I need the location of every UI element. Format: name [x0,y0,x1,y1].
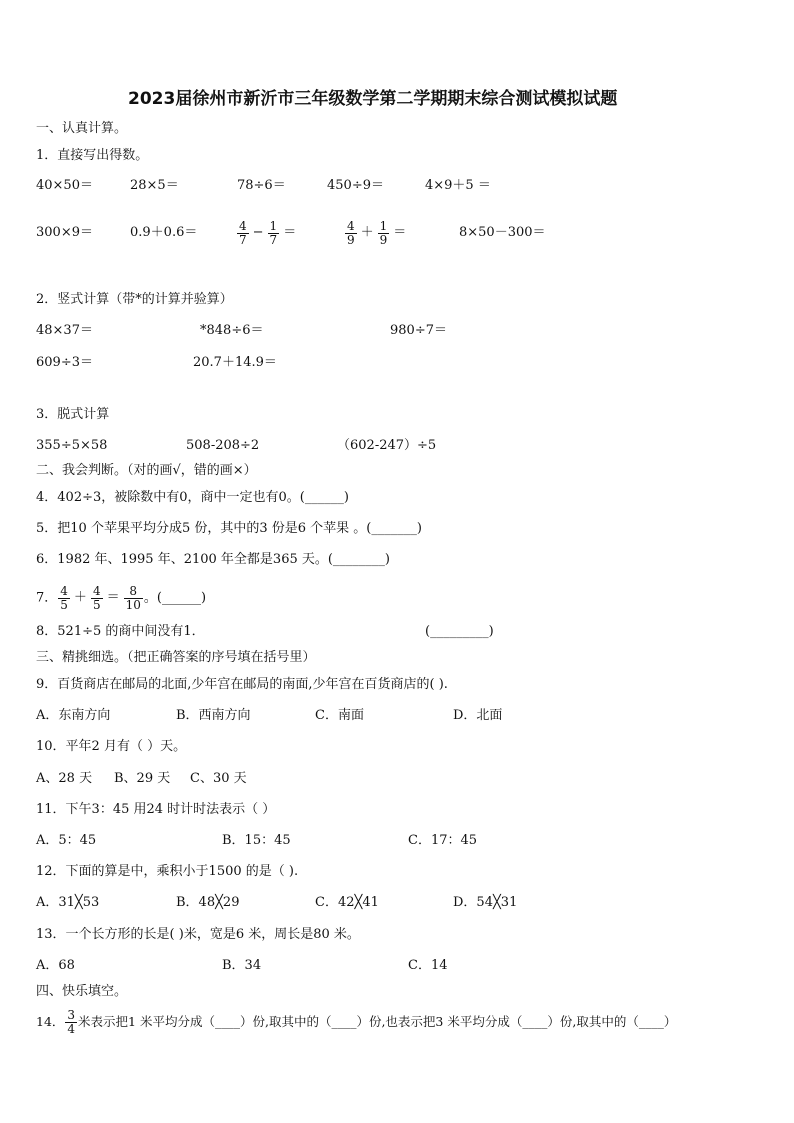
section-heading-4: 四、快乐填空。 [36,984,128,999]
q1-item: 300×9＝ [36,225,93,240]
fraction: $\frac{4}{9}$ [347,218,355,247]
q3-item: （602-247）÷5 [337,438,437,453]
q2-item: 48×37＝ [36,323,93,338]
q2-item: 609÷3＝ [36,355,93,370]
q3-item: 508-208÷2 [186,438,260,453]
fraction: $\frac{4}{7}$ [239,218,247,247]
q2-item: *848÷6＝ [200,323,264,338]
question-6: 6．1982 年、1995 年、2100 年全都是365 天。(________) [36,552,391,567]
fraction: $\frac{1}{7}$ [269,218,278,247]
question-8-blank: (_________) [425,624,494,639]
question-4: 4．402÷3，被除数中有0，商中一定也有0。(______) [36,490,349,505]
q1-item: 40×50＝ [36,178,93,193]
fraction: $\frac{4}{5}$ [92,583,101,612]
fraction: $\frac{8}{10}$ [125,583,141,612]
q1-fraction-expression: $\frac{4}{9}$ ＋ $\frac{1}{9}$ ＝ [347,218,407,247]
question-3-label: 3．脱式计算 [36,407,110,422]
section-heading-2: 二、我会判断。（对的画√，错的画×） [36,463,257,478]
q9-option: A．东南方向 [36,708,111,723]
q1-item: 8×50－300＝ [459,225,546,240]
q13-option: B．34 [222,958,262,973]
q13-option: C．14 [408,958,448,973]
page-title: 2023届徐州市新沂市三年级数学第二学期期末综合测试模拟试题 [128,89,618,109]
q12-option: D．54╳31 [453,895,518,910]
q11-option: A．5：45 [36,833,97,848]
section-heading-1: 一、认真计算。 [36,121,128,136]
q10-option: B、29 天 [114,771,171,786]
q1-item: 78÷6＝ [237,178,286,193]
q3-item: 355÷5×58 [36,438,108,453]
question-14: 14． $\frac{3}{4}$ 米表示把1 米平均分成（____）份,取其中的（____）份,也表示把3 米平均分成（____）份,取其中的（____） [36,1008,677,1036]
q2-item: 20.7＋14.9＝ [193,355,277,370]
q2-item: 980÷7＝ [390,323,447,338]
q1-item: 28×5＝ [130,178,179,193]
q1-item: 0.9＋0.6＝ [130,225,198,240]
q12-option: A．31╳53 [36,895,100,910]
question-8: 8．521÷5 的商中间没有1． [36,624,205,639]
q10-option: A、28 天 [36,771,93,786]
q1-item: 450÷9＝ [327,178,384,193]
q9-option: D．北面 [453,708,503,723]
question-13: 13．一个长方形的长是( )米，宽是6 米，周长是80 米。 [36,927,360,942]
question-2-label: 2．竖式计算（带*的计算并验算） [36,292,233,307]
question-11: 11．下午3：45 用24 时计时法表示（ ） [36,802,276,817]
q10-option: C、30 天 [190,771,247,786]
q9-option: C．南面 [315,708,364,723]
question-7: 7． $\frac{4}{5}$ ＋ $\frac{4}{5}$ ＝ $\frac{8}{10}$ 。(______) [36,583,207,612]
q12-option: C．42╳41 [315,895,379,910]
q12-option: B．48╳29 [176,895,240,910]
q11-option: C．17：45 [408,833,478,848]
q1-item: 4×9＋5 ＝ [425,178,491,193]
q1-fraction-expression: $\frac{4}{7}$ − $\frac{1}{7}$ ＝ [239,218,297,247]
q9-option: B．西南方向 [176,708,251,723]
question-1-label: 1．直接写出得数。 [36,148,149,163]
question-9: 9．百货商店在邮局的北面,少年宫在邮局的南面,少年宫在百货商店的( ). [36,677,448,692]
q13-option: A．68 [36,958,75,973]
fraction: $\frac{4}{5}$ [60,583,68,612]
question-10: 10．平年2 月有（ ）天。 [36,739,187,754]
question-12: 12．下面的算是中，乘积小于1500 的是（ ). [36,864,299,879]
fraction: $\frac{3}{4}$ [67,1008,76,1036]
section-heading-3: 三、精挑细选。（把正确答案的序号填在括号里） [36,650,316,665]
q11-option: B．15：45 [222,833,291,848]
question-5: 5．把10 个苹果平均分成5 份，其中的3 份是6 个苹果 。(_______) [36,521,422,536]
fraction: $\frac{1}{9}$ [379,218,388,247]
